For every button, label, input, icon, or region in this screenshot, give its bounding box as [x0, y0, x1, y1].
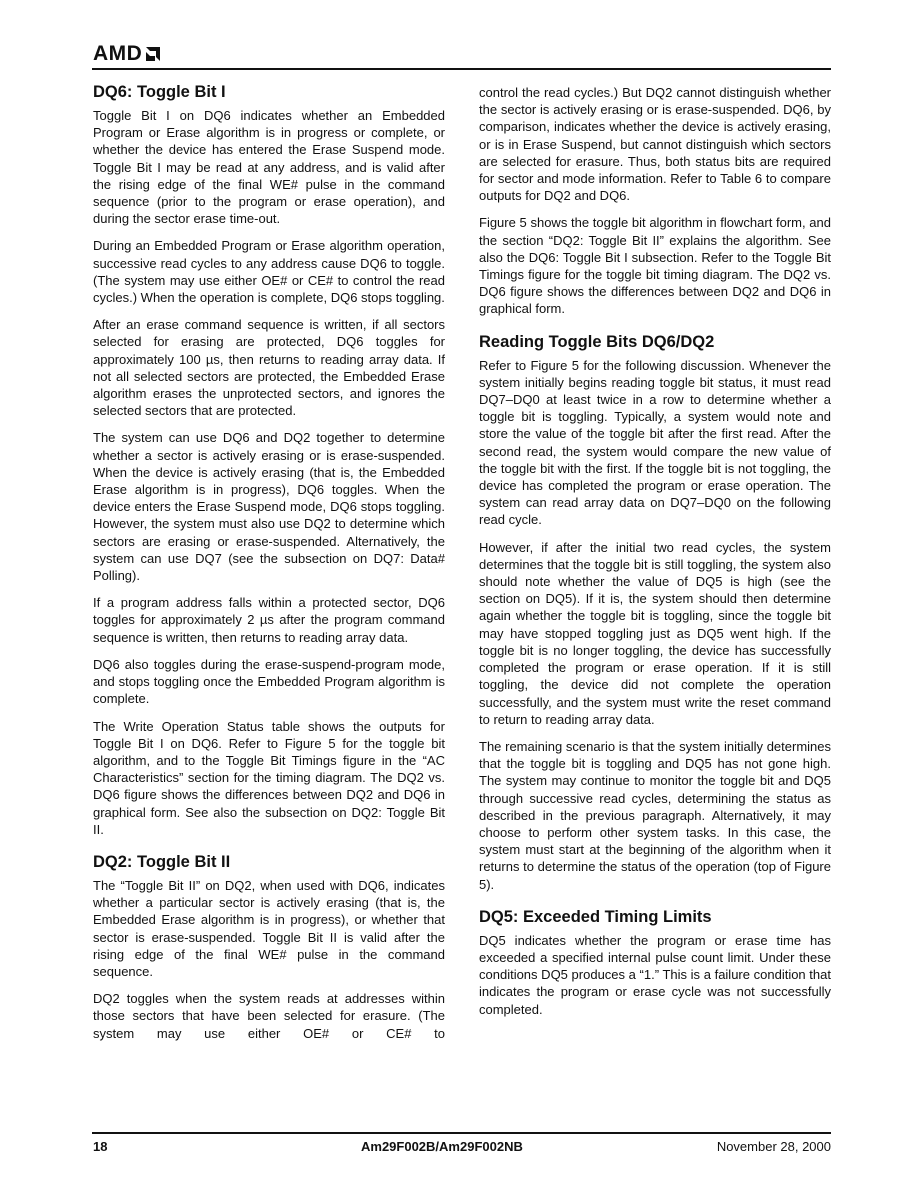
dq2-paragraph-3: Figure 5 shows the toggle bit algorithm in flowchart form, and the section “DQ2: Toggle Bit II” explains the algorithm. See also the DQ6: Toggle Bit I subsection. Refer to the Toggle Bit Timings figure for the toggle bit timing diagram. The DQ2 vs. DQ6 figure shows the differences between DQ2 and DQ6 in graphical form. [479, 215, 831, 317]
page-footer [93, 1138, 831, 1158]
amd-logo-text: AMD [93, 42, 143, 65]
header-rule [92, 68, 831, 70]
part-number: Am29F002B/Am29F002NB [361, 1139, 523, 1154]
footer-rule [92, 1132, 831, 1134]
dq6-section-title: DQ6: Toggle Bit I [93, 83, 226, 101]
right-column [479, 84, 831, 1028]
dq6-paragraph-6: DQ6 also toggles during the erase-suspend-program mode, and stops toggling once the Embedded Program algorithm is complete. [93, 656, 445, 707]
dq6-paragraph-2: During an Embedded Program or Erase algorithm operation, successive read cycles to any address cause DQ6 to toggle. (The system may use either OE# or CE# to control the read cycles.) When the operation is complete, DQ6 stops toggling. [93, 238, 445, 306]
reading-paragraph-2: However, if after the initial two read cycles, the system determines that the toggle bit is still toggling, the system also should note whether the value of DQ5 is high (see the section on DQ5). If it is, the system should then determine again whether the toggle bit is toggling, since the toggle bit may have stopped toggling just as DQ5 went high. If the toggle bit is no longer toggling, the device has successfully completed the program or erase operation. If it is still toggling, the device did not complete the operation successfully, and the system must write the reset command to return to reading array data. [479, 539, 831, 727]
reading-paragraph-1: Refer to Figure 5 for the following discussion. Whenever the system initially begins reading toggle bit status, it must read DQ7–DQ0 at least twice in a row to determine whether a toggle bit is toggling. Typically, a system would note and store the value of the toggle bit after the first read. After the second read, the system would compare the new value of the toggle bit with the first. If the toggle bit is not toggling, the device has completed the program or erase operation. The system can read array data on DQ7–DQ0 on the following read cycle. [479, 357, 831, 528]
dq6-paragraph-5: If a program address falls within a protected sector, DQ6 toggles for approximately 2 µs after the program command sequence is written, then returns to reading array data. [93, 595, 445, 645]
dq6-paragraph-4: The system can use DQ6 and DQ2 together to determine whether a sector is actively erasing or is erase-suspended. When the device is actively erasing (that is, the Embedded Erase algorithm is in progress), DQ6 toggles. When the device enters the Erase Suspend mode, DQ6 stops toggling. However, the system must also use DQ2 to determine which sectors are erasing or erase-suspended. Alternatively, the system can use DQ7 (see the subsection on DQ7: Data# Polling). [93, 430, 445, 584]
publication-date: November 28, 2000 [716, 1139, 831, 1154]
dq5-paragraph-1: DQ5 indicates whether the program or erase time has exceeded a specified internal pulse count limit. Under these conditions DQ5 produces a “1.” This is a failure condition that indicates the program or erase cycle was not successfully completed. [479, 932, 831, 1017]
dq2-section-title: DQ2: Toggle Bit II [93, 852, 231, 871]
page-number: 18 [93, 1139, 108, 1154]
amd-arrow-icon [144, 46, 161, 63]
dq2-paragraph-1: The “Toggle Bit II” on DQ2, when used with DQ6, indicates whether a particular sector is actively erasing (that is, the Embedded Erase algorithm is in progress), or whether that sector is erase-suspended. Toggle Bit II is valid after the rising edge of the final WE# pulse in the command sequence. [93, 877, 445, 979]
dq6-paragraph-1: Toggle Bit I on DQ6 indicates whether an Embedded Program or Erase algorithm is in progress or complete, or whether the device has entered the Erase Suspend mode. Toggle Bit I may be read at any address, and is valid after the rising edge of the final WE# pulse in the command sequence (prior to the program or erase operation), and during the sector erase time-out. [93, 108, 445, 227]
reading-toggle-bits-title: Reading Toggle Bits DQ6/DQ2 [479, 332, 715, 351]
dq6-paragraph-3: After an erase command sequence is written, if all sectors selected for erasing are protected, DQ6 toggles for approximately 100 µs, then returns to reading array data. If not all selected sectors are protected, the Embedded Erase algorithm erases the unprotected sectors, and ignores the selected sectors that are protected. [93, 317, 445, 419]
reading-paragraph-3: The remaining scenario is that the system initially determines that the toggle bit is toggling and DQ5 has not gone high. The system may continue to monitor the toggle bit and DQ5 through successive read cycles, determining the status as described in the previous paragraph. Alternatively, it may choose to perform other system tasks. In this case, the system must start at the beginning of the algorithm when it returns to determine the status of the operation (top of Figure 5). [479, 738, 831, 892]
left-column [93, 82, 445, 1052]
dq2-paragraph-2: DQ2 toggles when the system reads at addresses within those sectors that have been selected for erasure. (The system may use either OE# or CE# to [93, 991, 445, 1041]
dq5-section-title: DQ5: Exceeded Timing Limits [479, 907, 712, 926]
dq2-paragraph-2-continued: control the read cycles.) But DQ2 cannot distinguish whether the sector is actively erasing or is erase-suspended. DQ6, by comparison, indicates whether the device is actively erasing, or is in Erase Suspend, but cannot distinguish which sectors are selected for erasure. Thus, both status bits are required for sector and mode information. Refer to Table 6 to compare outputs for DQ2 and DQ6. [479, 85, 831, 204]
dq6-paragraph-7: The Write Operation Status table shows the outputs for Toggle Bit I on DQ6. Refer to Figure 5 for the toggle bit algorithm, and to the Toggle Bit Timings figure in the “AC Characteristics” section for the timing diagram. The DQ2 vs. DQ6 figure shows the differences between DQ2 and DQ6 in graphical form. See also the subsection on DQ2: Toggle Bit II. [93, 718, 445, 837]
amd-logo [93, 42, 161, 66]
